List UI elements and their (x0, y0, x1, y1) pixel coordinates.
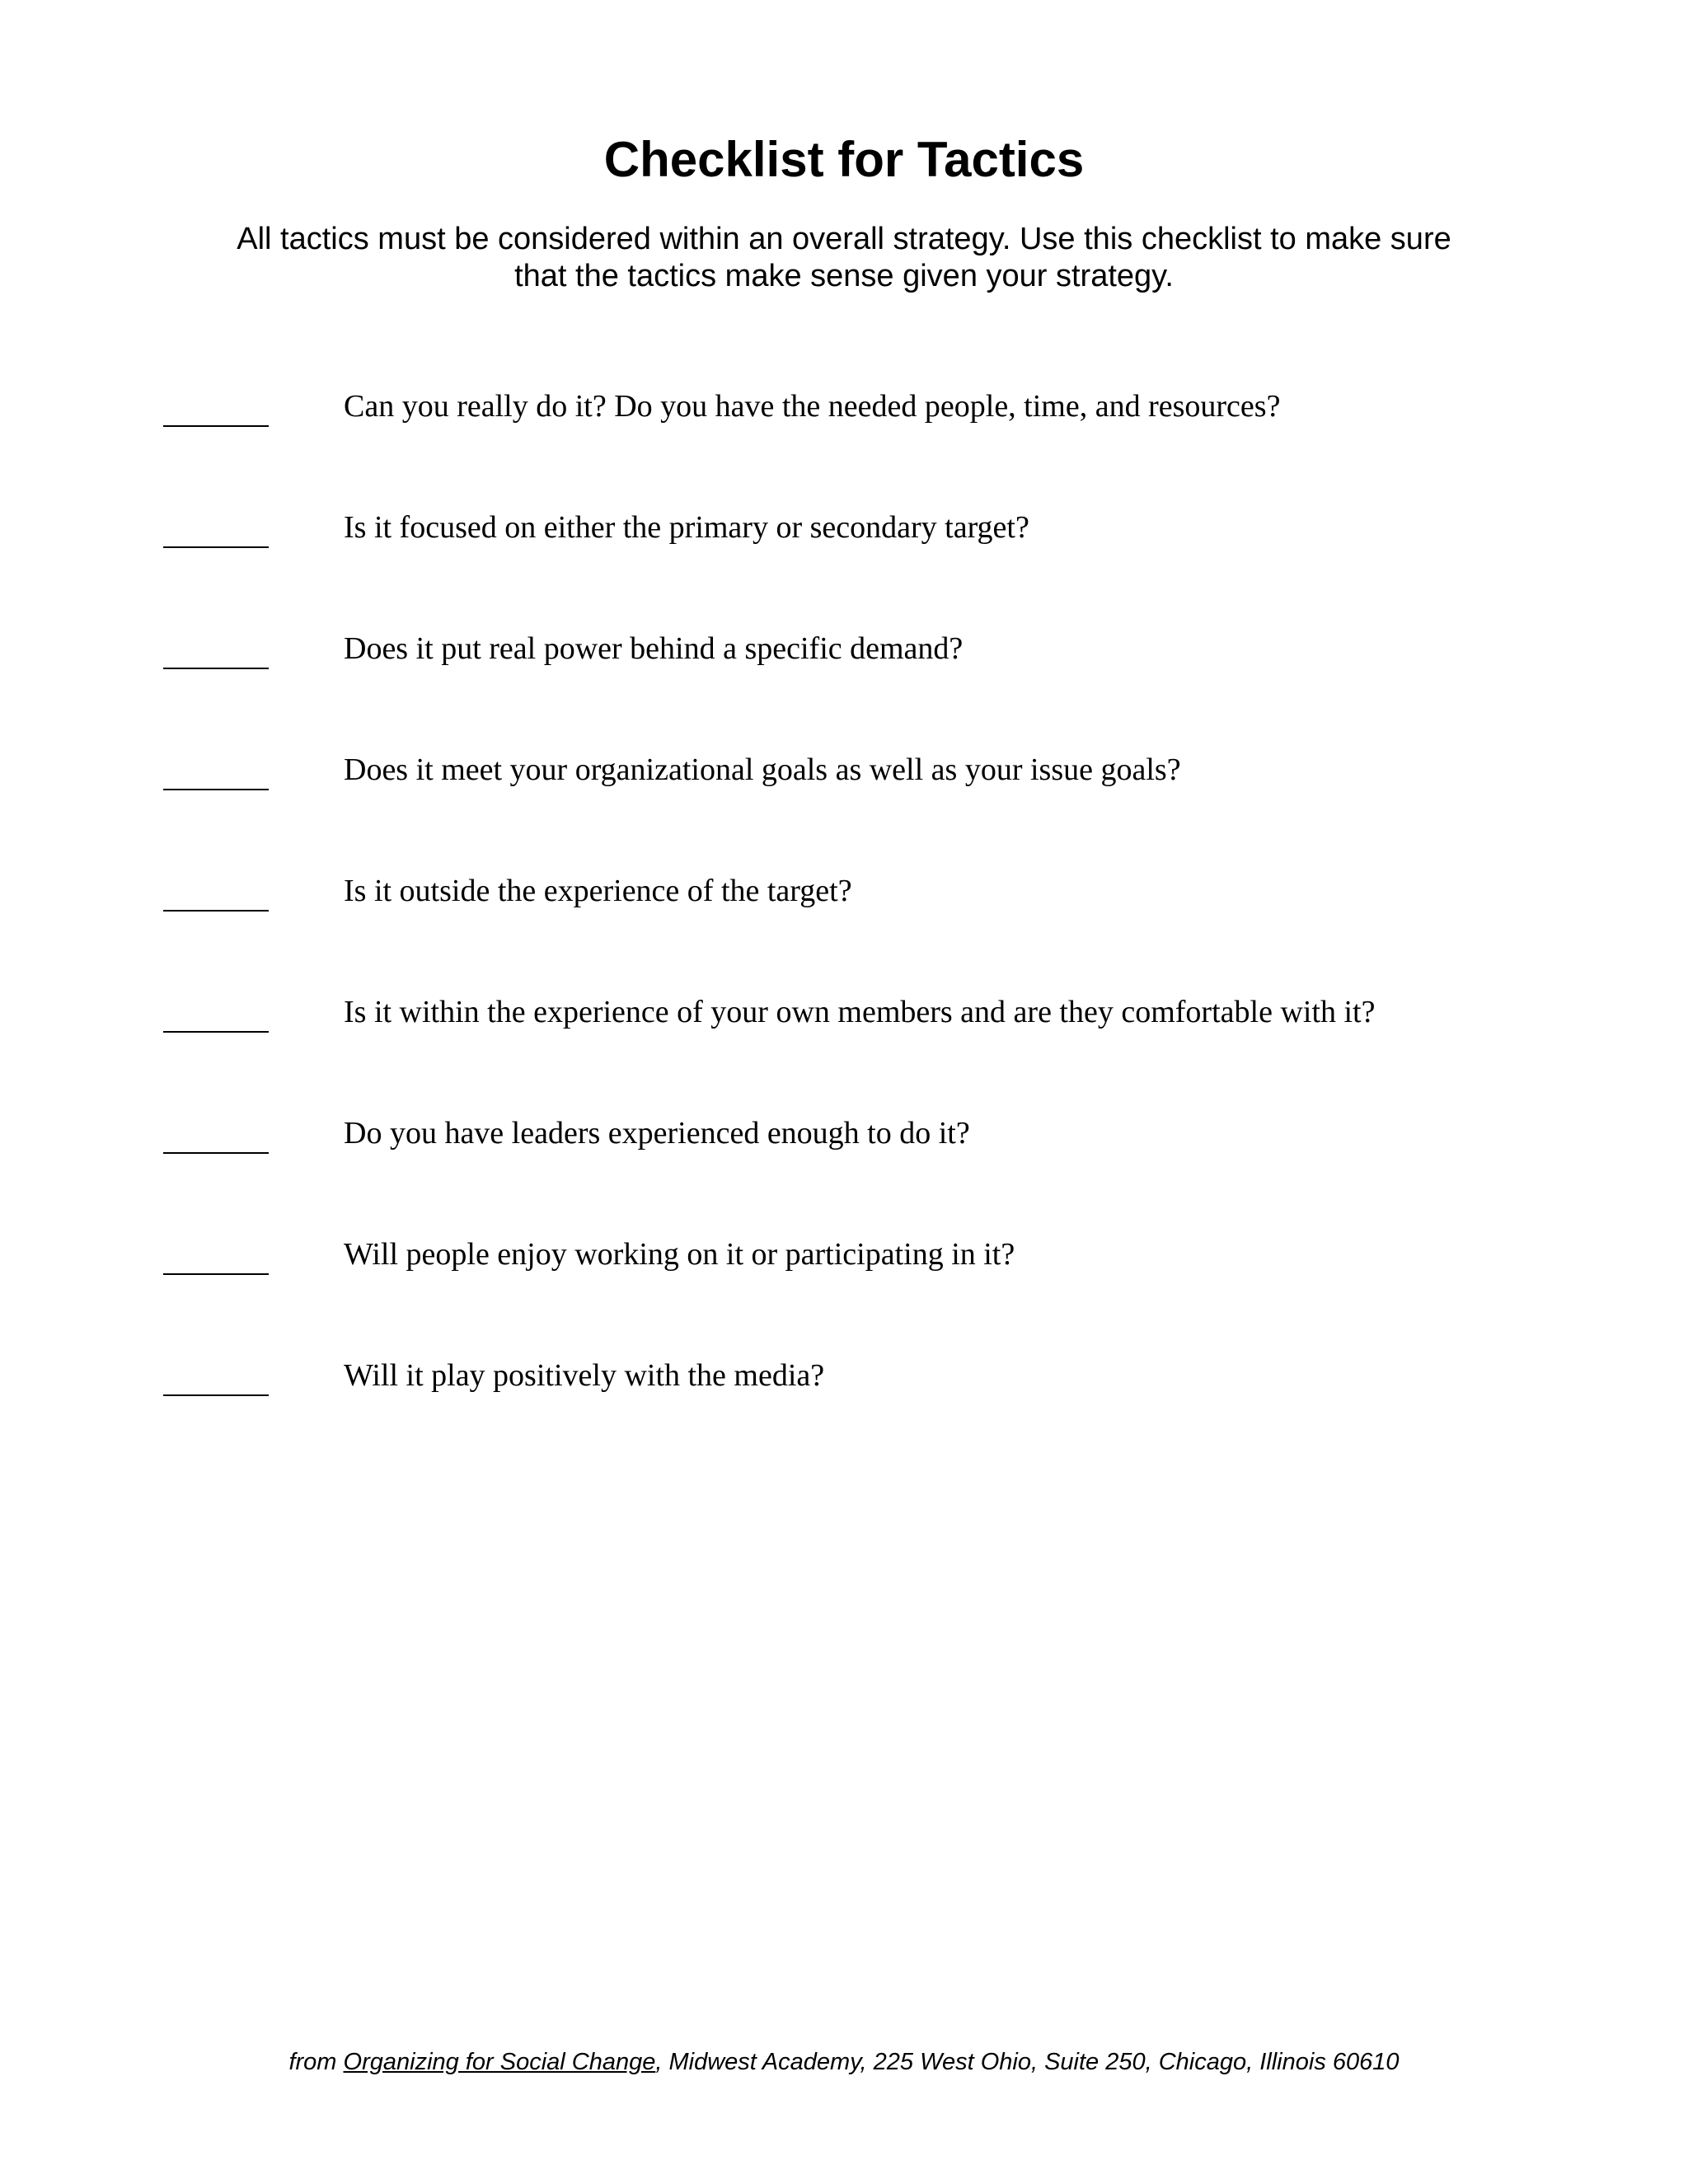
checklist-item-text: Will it play positively with the media? (344, 1358, 825, 1393)
checklist-item-text: Can you really do it? Do you have the needed people, time, and resources? (344, 389, 1281, 424)
check-blank-1[interactable] (163, 425, 269, 427)
checklist-item-7 (0, 1114, 1688, 1235)
checklist-item-text: Is it within the experience of your own members and are they comfortable with it? (344, 995, 1376, 1029)
checklist-item-9 (0, 1357, 1688, 1478)
checklist-item-text: Does it put real power behind a specific demand? (344, 631, 964, 666)
intro-paragraph (165, 221, 1523, 295)
checklist-item-2 (0, 509, 1688, 630)
checklist-item-text: Does it meet your organizational goals as well as your issue goals? (344, 752, 1181, 787)
citation-prefix: from (288, 2049, 344, 2075)
page-title: Checklist for Tactics (603, 132, 1085, 187)
checklist-item-text: Will people enjoy working on it or participating in it? (344, 1237, 1015, 1272)
check-blank-7[interactable] (163, 1152, 269, 1154)
checklist-item-3 (0, 630, 1688, 751)
check-blank-3[interactable] (163, 668, 269, 669)
intro-line-2: that the tactics make sense given your strategy. (514, 259, 1174, 293)
check-blank-9[interactable] (163, 1394, 269, 1396)
check-blank-8[interactable] (163, 1273, 269, 1275)
checklist-item-1 (0, 387, 1688, 509)
book-title: Organizing for Social Change (343, 2049, 656, 2075)
check-blank-6[interactable] (163, 1031, 269, 1033)
intro-line-1: All tactics must be considered within an overall strategy. Use this checklist to make sure (237, 222, 1451, 256)
source-citation (0, 2047, 1688, 2077)
checklist-item-4 (0, 751, 1688, 872)
check-blank-4[interactable] (163, 789, 269, 790)
checklist-item-text: Is it focused on either the primary or secondary target? (344, 510, 1029, 545)
citation-address: , Midwest Academy, 225 West Ohio, Suite 250, Chicago, Illinois 60610 (655, 2049, 1400, 2075)
check-blank-5[interactable] (163, 910, 269, 912)
checklist-item-8 (0, 1235, 1688, 1357)
check-blank-2[interactable] (163, 546, 269, 548)
checklist-item-5 (0, 872, 1688, 993)
checklist-item-6 (0, 993, 1688, 1114)
checklist-item-text: Do you have leaders experienced enough to do it? (344, 1116, 970, 1151)
checklist-item-text: Is it outside the experience of the target? (344, 874, 852, 908)
tactics-checklist (0, 387, 1688, 1478)
